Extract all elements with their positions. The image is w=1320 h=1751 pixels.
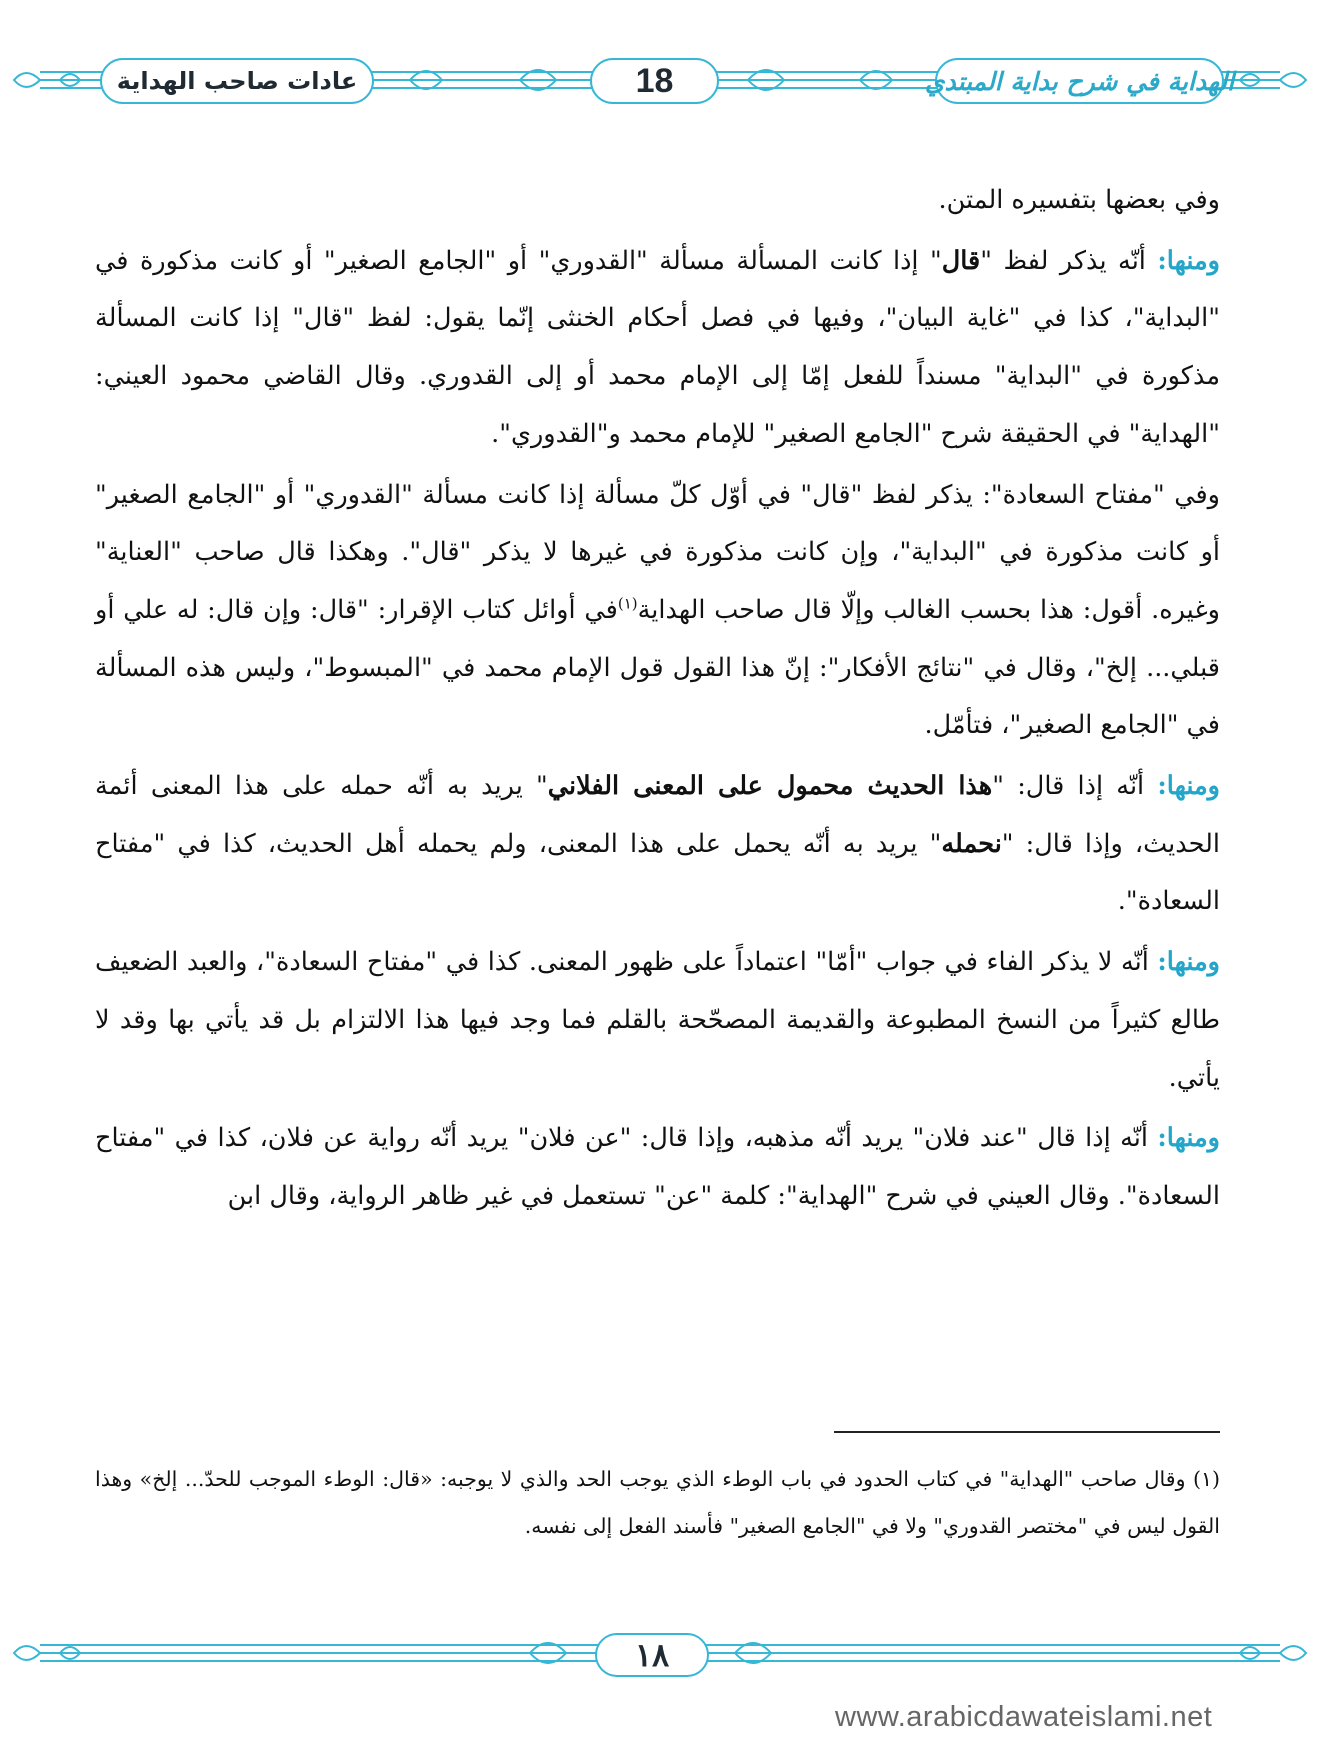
text-segment: " يريد به أنّه حمله على هذا المعنى أئمة الحديث، وإذا قال: " — [95, 771, 1220, 859]
paragraph-3 — [95, 467, 1220, 756]
text-segment: أنّه إذا قال "عند فلان" يريد أنّه مذهبه، وإذا قال: "عن فلان" يريد أنّه رواية عن فلان، كذا في "مفتاح السعادة". وقال العيني في شرح "الهداية": كلمة "عن" تستعمل في غير ظاهر الرواية، وقال ابن — [95, 1123, 1220, 1211]
text-segment: أنّه لا يذكر الفاء في جواب "أمّا" اعتماداً على ظهور المعنى. كذا في "مفتاح السعادة"، والعبد الضعيف طالع كثيراً من النسخ المطبوعة والقديمة المصحّحة بالقلم فما وجد فيها هذا الالتزام بل قد يأتي بها وقد لا يأتي. — [95, 947, 1220, 1093]
paragraph-label: ومنها: — [1157, 947, 1220, 978]
bold-term: نحمله — [941, 828, 1002, 859]
paragraph-label: ومنها: — [1157, 1123, 1220, 1154]
text-segment: وفي "مفتاح السعادة": يذكر لفظ "قال" في أوّل كلّ مسألة إذا كانت مسألة "القدوري" أو "الجامع الصغير" أو كانت مذكورة في "البداية"، وإن كانت مذكورة في غيرها لا يذكر "قال". وهكذا قال صاحب "العناية" وغيره. أقول: هذا بحسب الغالب وإلّا قال صاحب الهداية — [95, 479, 1220, 625]
footnote — [95, 1456, 1220, 1550]
paragraph-label: ومنها: — [1157, 245, 1220, 276]
header-section-title: عادات صاحب الهداية — [100, 58, 374, 104]
text-segment: أنّه إذا قال: " — [992, 771, 1158, 802]
paragraph-2 — [95, 233, 1220, 464]
page-footer — [0, 1625, 1320, 1685]
text-segment: " يريد به أنّه يحمل على هذا المعنى، ولم يحمله أهل الحديث، كذا في "مفتاح السعادة". — [95, 828, 1220, 917]
paragraph-6 — [95, 1110, 1220, 1225]
paragraph-label: ومنها: — [1157, 771, 1220, 802]
page-header — [0, 40, 1320, 120]
paragraph-5 — [95, 934, 1220, 1107]
paragraph-1: وفي بعضها بتفسيره المتن. — [938, 185, 1220, 215]
header-book-title: الهداية في شرح بداية المبتدي — [935, 58, 1224, 104]
footnote-text: (١) وقال صاحب "الهداية" في كتاب الحدود في باب الوطء الذي يوجب الحد والذي لا يوجبه: «قال: الوطء الموجب للحدّ... إلخ» وهذا القول ليس في "مختصر القدوري" ولا في "الجامع الصغير" فأسند الفعل إلى نفسه. — [95, 1467, 1220, 1538]
footer-page-number: ١٨ — [595, 1633, 709, 1677]
header-page-number: 18 — [590, 58, 719, 104]
text-segment: " إذا كانت المسألة مسألة "القدوري" أو "الجامع الصغير" أو كانت مذكورة في "البداية"، كذا في "غاية البيان"، وفيها في فصل أحكام الخنثى إنّما يقول: لفظ "قال" إذا كانت المسألة مذكورة في "البداية" مسنداً للفعل إمّا إلى الإمام محمد أو إلى القدوري. وقال القاضي محمود العيني: "الهداية" في الحقيقة شرح "الجامع الصغير" للإمام محمد و"القدوري". — [95, 245, 1220, 449]
text-segment: في أوائل كتاب الإقرار: "قال: وإن قال: له علي أو قبلي... إلخ"، وقال في "نتائج الأفكار": إنّ هذا القول قول الإمام محمد في "المبسوط"، وليس هذه المسألة في "الجامع الصغير"، فتأمّل. — [95, 594, 1220, 741]
website-url[interactable]: www.arabicdawateislami.net — [835, 1701, 1213, 1733]
main-text — [95, 172, 1220, 1229]
text-segment: أنّه يذكر لفظ " — [980, 245, 1158, 276]
bold-term: قال — [941, 245, 981, 276]
footnote-reference[interactable]: (١) — [617, 594, 638, 613]
bold-term: هذا الحديث محمول على المعنى الفلاني — [547, 771, 993, 802]
paragraph-4 — [95, 758, 1220, 931]
footnote-divider — [834, 1431, 1220, 1433]
